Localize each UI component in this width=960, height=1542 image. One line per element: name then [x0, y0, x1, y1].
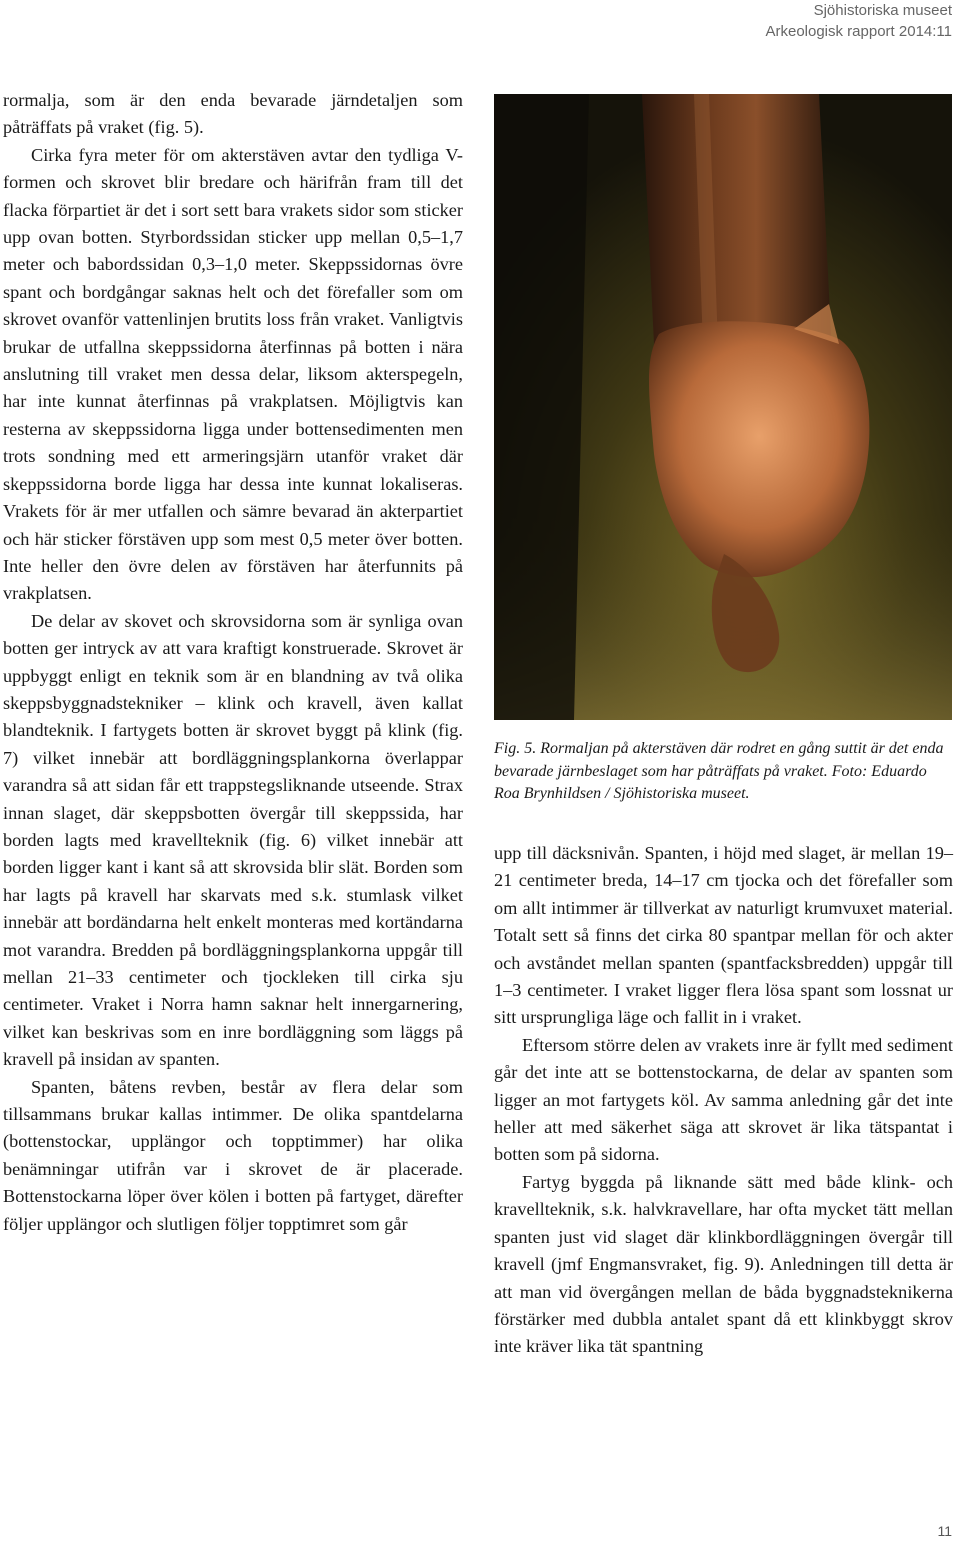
underwater-photo-rudder-iron	[494, 94, 952, 720]
paragraph: De delar av skovet och skrovsidorna som är synliga ovan botten ger intryck av att vara kraftigt konstruerade. Skrovet är uppbyggt enligt en teknik som är en blandning av två olika skeppsbyggnadstekniker – klink och kravell, även kallat blandteknik. I fartygets botten är skrovet byggt på klink (fig. 7) vilket innebär att bordläggningsplankorna överlappar varandra så att sidan får ett trappstegsliknande utseende. Strax innan slaget, där skeppsbotten övergår till skeppssida, har borden lagts med kravellteknik (fig. 6) vilket innebär att borden ligger kant i kant så att skrovsida blir slät. Borden som har lagts på kravell har skarvats med s.k. stumlask vilket innebär att bordändarna helt enkelt monteras med kortändarna mot varandra. Bredden på bordläggningsplankorna uppgår till mellan 21–33 centimeter och tjockleken till cirka sju centimeter. Vraket i Norra hamn saknar helt innergarnering, vilket kan beskrivas som en inre bordläggning som läggs på kravell på insidan av spanten.	[3, 610, 463, 1070]
left-text-column	[3, 87, 463, 1238]
paragraph: Cirka fyra meter för om akterstäven avtar den tydliga V-formen och skrovet blir bredare och härifrån fram till det flacka förpartiet är det i sort sett bara vrakets sidor som sticker upp ovan botten. Styrbordssidan sticker upp mellan 0,5–1,7 meter och babordssidan 0,3–1,0 meter. Skeppssidornas övre spant och bordgångar saknas helt och det förefaller som om skrovet ovanför vattenlinjen brutits loss från vraket. Vanligtvis brukar de utfallna skeppssidorna återfinnas på botten i nära anslutning till vraket men dessa delar, liksom akterspegeln, har inte kunnat återfinnas på vrakplatsen. Möjligtvis kan resterna av skeppssidorna ligga under bottensedimenten men trots sondning med ett armeringsjärn utanför vraket där skeppssidorna borde ligga har dessa inte kunnat lokaliseras. Vrakets för är mer utfallen och sämre bevarad än akterpartiet och här sticker förstäven upp som mest 0,5 meter över botten. Inte heller den övre delen av förstäven har återfunnits på vrakplatsen.	[3, 144, 463, 604]
page-number: 11	[937, 1523, 952, 1539]
header-report: Arkeologisk rapport 2014:11	[765, 23, 952, 40]
paragraph: Fartyg byggda på liknande sätt med både klink- och kravellteknik, s.k. halvkravellare, har ofta mycket tätt mellan spanten just vid slaget där klinkbordläggningen övergår till kravell (jmf Engmansvraket, fig. 9). Anledningen till detta är att man vid övergången mellan de båda byggnadsteknikerna förstärker med dubbla antalet spant då ett klinkbyggt skrov inte kräver lika tät spantning	[494, 1171, 953, 1357]
paragraph: Eftersom större delen av vrakets inre är fyllt med sediment går det inte att se bottenstockarna, de delar av spanten som ligger an mot fartygets köl. Av samma anledning går det inte heller att med säkerhet säga att skrovet är lika tätspantat i botten som på sidorna.	[494, 1034, 953, 1165]
right-text-column	[494, 840, 953, 1361]
page-header	[765, 0, 952, 42]
paragraph: Spanten, båtens revben, består av flera delar som tillsammans brukar kallas intimmer. De olika spantdelarna (bottenstockar, upplängor och topptimmer) har olika benämningar utifrån var i skrovet de är placerade. Bottenstockarna löper över kölen i botten på fartyget, därefter följer upplängor och slutligen följer topptimret som går	[3, 1076, 463, 1234]
header-museum: Sjöhistoriska museet	[813, 2, 952, 19]
paragraph: upp till däcksnivån. Spanten, i höjd med slaget, är mellan 19–21 centimeter breda, 14–17 cm tjocka och det förefaller som om allt intimmer är tillverkat av naturligt krumvuxet material. Totalt sett så finns det cirka 80 spantpar mellan för och akter och avståndet mellan spanten (spantfacksbredden) uppgår till 1–3 centimeter. I vraket ligger flera lösa spant som lossnat ur sitt ursprungliga läge och fallit in i vraket.	[494, 843, 953, 1028]
figure-caption: Fig. 5. Rormaljan på akterstäven där rodret en gång suttit är det enda bevarade järnbeslaget som har påträffats på vraket. Foto: Eduardo Roa Brynhildsen / Sjöhistoriska museet.	[494, 740, 944, 802]
paragraph: rormalja, som är den enda bevarade järndetaljen som påträffats på vraket (fig. 5).	[3, 90, 463, 138]
